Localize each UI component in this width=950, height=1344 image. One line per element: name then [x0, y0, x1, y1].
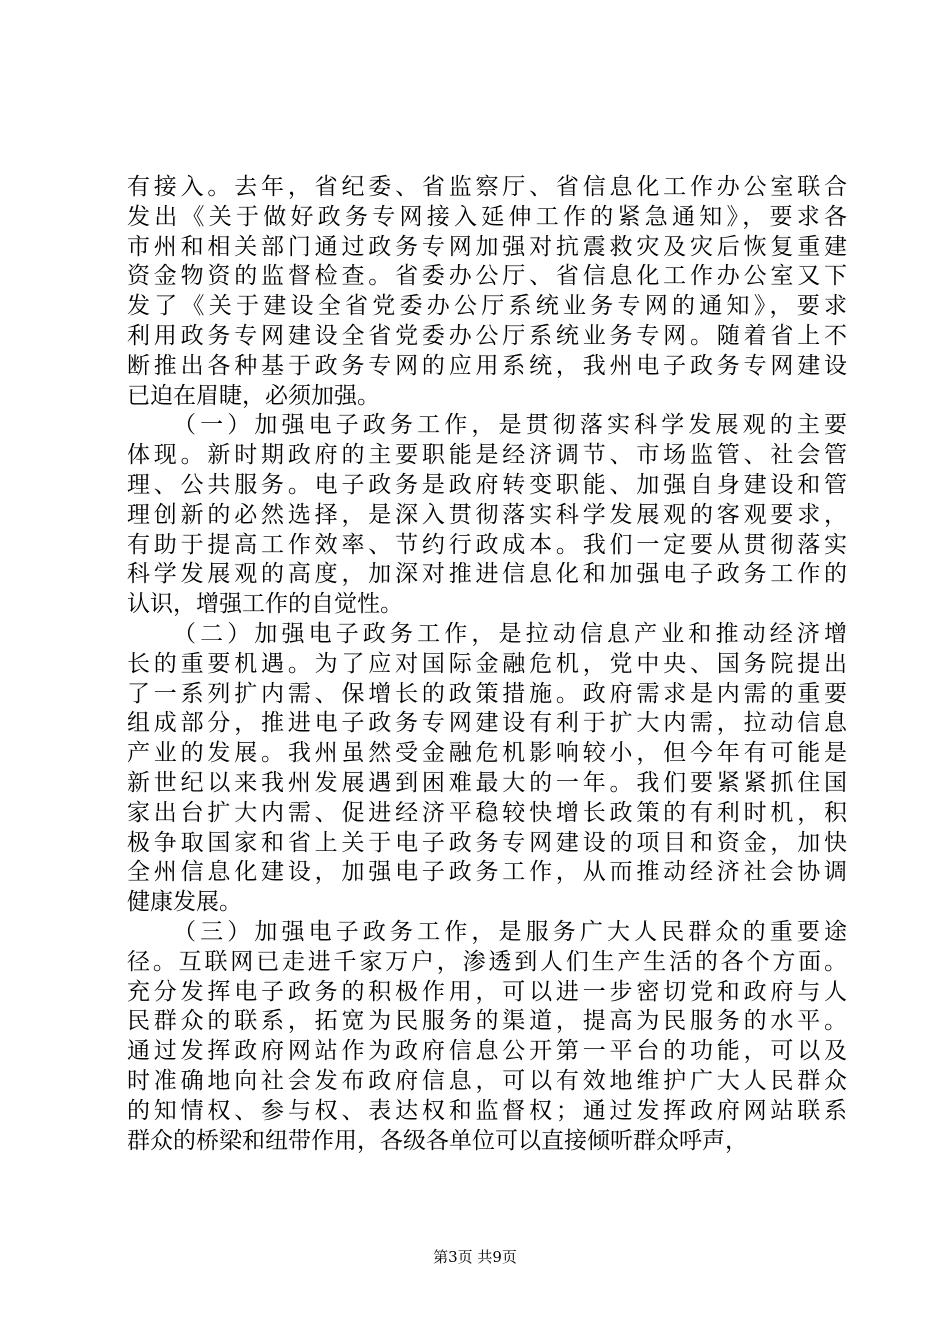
paragraph	[127, 411, 847, 620]
document-body	[127, 173, 847, 1156]
text-line: 民群众的联系，拓宽为民服务的渠道，提高为民服务的水平。	[127, 1008, 847, 1035]
text-line: 径。互联网已走进千家万户，渗透到人们生产生活的各个方面。	[127, 948, 847, 975]
text-line: 极争取国家和省上关于电子政务专网建设的项目和资金，加快	[127, 829, 847, 856]
text-line: （一）加强电子政务工作，是贯彻落实科学发展观的主要	[173, 412, 847, 439]
text-line: 资金物资的监督检查。省委办公厅、省信息化工作办公室又下	[127, 263, 847, 290]
text-line: 了一系列扩内需、保增长的政策措施。政府需求是内需的重要	[127, 680, 847, 707]
text-line: 断推出各种基于政务专网的应用系统，我州电子政务专网建设	[127, 352, 847, 379]
text-line: 利用政务专网建设全省党委办公厅系统业务专网。随着省上不	[127, 322, 847, 349]
text-line: 理、公共服务。电子政务是政府转变职能、加强自身建设和管	[127, 471, 847, 498]
text-line: 认识，增强工作的自觉性。	[127, 591, 403, 618]
text-line: 发了《关于建设全省党委办公厅系统业务专网的通知》，要求	[127, 293, 847, 320]
text-line: （二）加强电子政务工作，是拉动信息产业和推动经济增	[173, 620, 847, 647]
paragraph	[127, 918, 847, 1156]
text-line: 新世纪以来我州发展遇到困难最大的一年。我们要紧紧抓住国	[127, 769, 847, 796]
text-line: 体现。新时期政府的主要职能是经济调节、市场监管、社会管	[127, 442, 847, 469]
text-line: 群众的桥梁和纽带作用，各级各单位可以直接倾听群众呼声，	[127, 1127, 748, 1154]
page-footer	[0, 1247, 950, 1267]
text-line: 长的重要机遇。为了应对国际金融危机，党中央、国务院提出	[127, 650, 847, 677]
text-line: 的知情权、参与权、表达权和监督权；通过发挥政府网站联系	[127, 1097, 847, 1124]
text-line: 健康发展。	[127, 889, 242, 916]
text-line: 家出台扩大内需、促进经济平稳较快增长政策的有利时机，积	[127, 799, 847, 826]
text-line: 产业的发展。我州虽然受金融危机影响较小，但今年有可能是	[127, 740, 847, 767]
paragraph	[127, 173, 847, 411]
text-line: 科学发展观的高度，加深对推进信息化和加强电子政务工作的	[127, 561, 847, 588]
text-line: 有助于提高工作效率、节约行政成本。我们一定要从贯彻落实	[127, 531, 847, 558]
text-line: 市州和相关部门通过政务专网加强对抗震救灾及灾后恢复重建	[127, 233, 847, 260]
text-line: 充分发挥电子政务的积极作用，可以进一步密切党和政府与人	[127, 978, 847, 1005]
text-line: 理创新的必然选择，是深入贯彻落实科学发展观的客观要求，	[127, 501, 847, 528]
text-line: 有接入。去年，省纪委、省监察厅、省信息化工作办公室联合	[127, 174, 847, 200]
text-line: （三）加强电子政务工作，是服务广大人民群众的重要途	[173, 918, 847, 945]
text-line: 已迫在眉睫，必须加强。	[127, 382, 380, 409]
paragraph	[127, 620, 847, 918]
text-line: 发出《关于做好政务专网接入延伸工作的紧急通知》，要求各	[127, 203, 847, 230]
text-line: 组成部分，推进电子政务专网建设有利于扩大内需，拉动信息	[127, 710, 847, 737]
page-number-label: 第3页 共9页	[433, 1248, 517, 1266]
text-line: 全州信息化建设，加强电子政务工作，从而推动经济社会协调	[127, 859, 847, 886]
text-line: 时准确地向社会发布政府信息，可以有效地维护广大人民群众	[127, 1067, 847, 1094]
text-line: 通过发挥政府网站作为政府信息公开第一平台的功能，可以及	[127, 1038, 847, 1065]
